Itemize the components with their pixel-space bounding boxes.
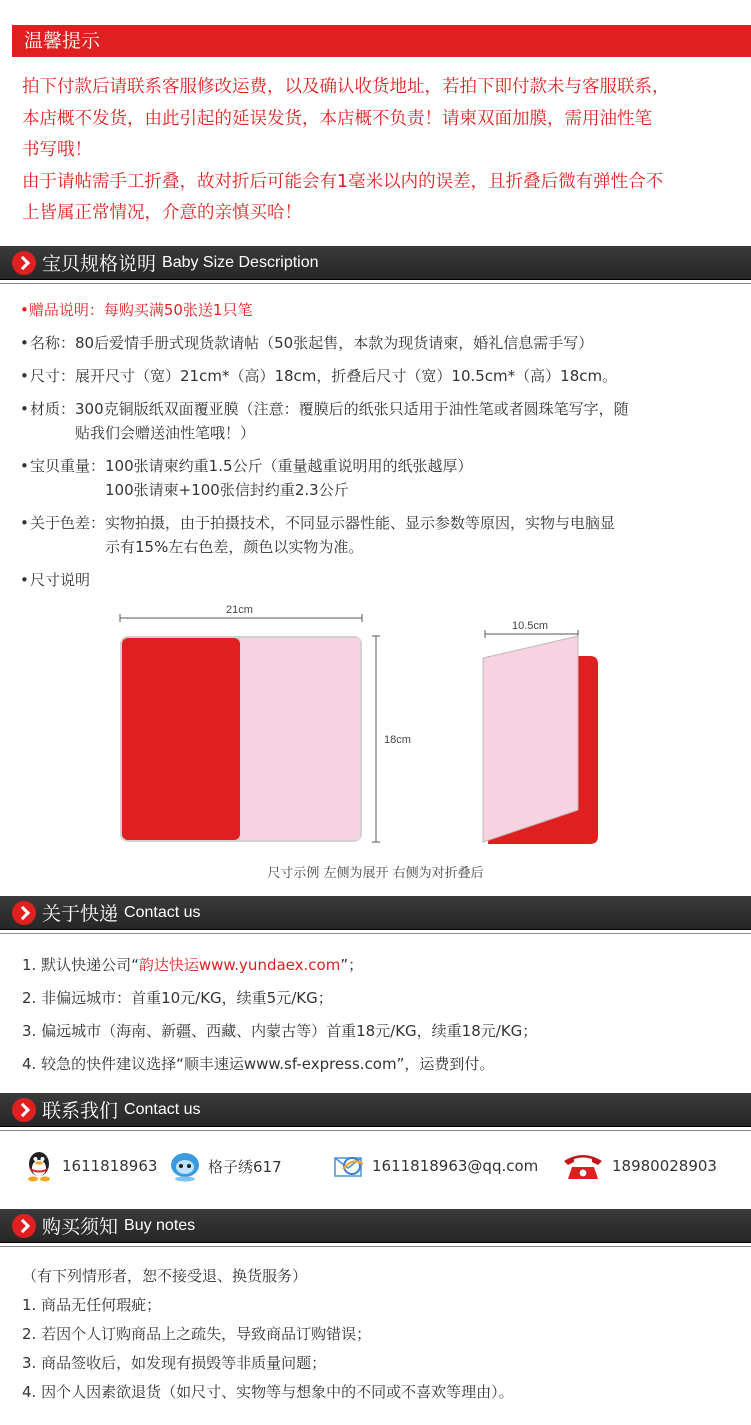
item-line: 100张请柬+100张信封约重2.3公斤	[105, 481, 349, 499]
list-item: 1. 商品无任何瑕疵；	[22, 1296, 162, 1314]
qq-number: 1611818963	[62, 1157, 158, 1175]
contact-qq[interactable]	[22, 1146, 157, 1186]
list-item	[20, 331, 740, 355]
item-line: 展开尺寸（宽）21cm*（高）18cm，折叠后尺寸（宽）10.5cm*（高）18cm。	[75, 367, 618, 385]
section-header-shipping	[0, 896, 751, 930]
item-label: 尺寸：	[30, 367, 76, 385]
notice-title: 温馨提示	[12, 25, 751, 57]
item-label: 关于色差：	[30, 514, 106, 532]
notice-line: 由于请帖需手工折叠，故对折后可能会有1毫米以内的误差，且折叠后微有弹性合不	[22, 171, 664, 192]
list-item	[20, 568, 740, 592]
chevron-right-icon	[12, 1098, 36, 1122]
list-item: 4. 较急的快件建议选择“顺丰速运www.sf-express.com”，运费到付。	[22, 1055, 495, 1073]
item-text	[105, 511, 740, 559]
bullet: •	[20, 514, 29, 532]
section-subtitle: Contact us	[124, 1100, 201, 1118]
contact-row	[0, 1146, 751, 1186]
buy-notes-list	[22, 1262, 742, 1407]
notice-text	[22, 72, 742, 230]
folded-width-label: 10.5cm	[512, 620, 549, 632]
item-label: 名称：	[30, 334, 76, 352]
bullet: •	[20, 367, 29, 385]
item-text	[75, 331, 740, 355]
section-title: 关于快递	[42, 903, 119, 925]
chevron-right-icon	[12, 901, 36, 925]
notice-line: 书写哦！	[22, 140, 92, 160]
section-subtitle: Contact us	[124, 903, 201, 921]
list-item	[20, 511, 740, 559]
item-line: 80后爱情手册式现货款请帖（50张起售，本款为现货请柬，婚礼信息需手写）	[75, 334, 594, 352]
list-item	[20, 364, 740, 388]
qq-penguin-icon	[22, 1149, 56, 1183]
item-line: 300克铜版纸双面覆亚膜（注意：覆膜后的纸张只适用于油性笔或者圆珠笔写字，随	[75, 400, 629, 418]
item-text: 1. 默认快递公司“	[22, 956, 139, 974]
notice-line: 上皆属正常情况，介意的亲慎买哈！	[22, 203, 302, 223]
notice-line: 本店概不发货，由此引起的延误发货，本店概不负责！请柬双面加膜，需用油性笔	[22, 108, 652, 129]
list-item: 3. 偏远城市（海南、新疆、西藏、内蒙古等）首重18元/KG，续重18元/KG；	[22, 1022, 538, 1040]
list-item: （有下列情形者，恕不接受退、换货服务）	[22, 1267, 308, 1285]
section-header-contact	[0, 1093, 751, 1127]
list-item: 2. 非偏远城市：首重10元/KG，续重5元/KG；	[22, 989, 333, 1007]
size-heading: 尺寸说明	[30, 571, 91, 589]
section-header-spec	[0, 246, 751, 280]
email-address: 1611818963@qq.com	[372, 1157, 539, 1175]
item-line: 实物拍摄，由于拍摄技术，不同显示器性能、显示参数等原因，实物与电脑显	[105, 514, 616, 532]
telephone-icon	[560, 1149, 606, 1183]
unfolded-card-left	[122, 638, 240, 840]
section-title: 宝贝规格说明	[42, 253, 157, 275]
spec-list	[20, 298, 740, 601]
item-text	[75, 364, 740, 388]
item-text	[105, 454, 740, 502]
item-line: 贴我们会赠送油性笔哦！）	[75, 424, 256, 442]
size-diagram-graphic	[100, 598, 620, 858]
bullet: •	[20, 334, 29, 352]
list-item: 2. 若因个人订购商品上之疏失，导致商品订购错误；	[22, 1325, 372, 1343]
item-label: 材质：	[30, 400, 76, 418]
shipping-list	[22, 949, 742, 1081]
list-item	[20, 397, 740, 445]
section-subtitle: Buy notes	[124, 1216, 196, 1234]
notice-line: 拍下付款后请联系客服修改运费，以及确认收货地址，若拍下即付款未与客服联系，	[22, 77, 670, 97]
divider	[0, 283, 751, 284]
divider	[0, 1246, 751, 1247]
section-title: 联系我们	[42, 1100, 119, 1122]
item-text: ”；	[340, 956, 364, 974]
section-subtitle: Baby Size Description	[162, 253, 319, 271]
width-label: 21cm	[226, 604, 253, 616]
divider	[0, 1130, 751, 1131]
gift-note: •赠品说明：每购买满50张送1只笔	[20, 301, 253, 319]
diagram-caption: 尺寸示例 左侧为展开 右侧为对折叠后	[267, 866, 484, 881]
contact-phone[interactable]	[560, 1146, 717, 1186]
bullet: •	[20, 571, 29, 589]
section-header-buy-notes	[0, 1209, 751, 1243]
unfolded-card-right	[240, 638, 360, 840]
divider	[0, 933, 751, 934]
item-label: 宝贝重量：	[30, 457, 106, 475]
courier-link[interactable]: 韵达快运www.yundaex.com	[138, 956, 341, 974]
size-diagram	[100, 598, 620, 883]
wangwang-name: 格子绣617	[208, 1157, 282, 1176]
list-item: 3. 商品签收后，如发现有损毁等非质量问题；	[22, 1354, 327, 1372]
phone-number: 18980028903	[612, 1157, 717, 1175]
contact-email[interactable]	[332, 1146, 538, 1186]
item-line: 示有15%左右色差，颜色以实物为准。	[105, 538, 364, 556]
item-line: 100张请柬约重1.5公斤（重量越重说明用的纸张越厚）	[105, 457, 473, 475]
chevron-right-icon	[12, 1214, 36, 1238]
section-title: 购买须知	[42, 1216, 119, 1238]
list-item	[20, 454, 740, 502]
list-item	[22, 949, 742, 982]
item-text	[75, 397, 740, 445]
bullet: •	[20, 457, 29, 475]
email-globe-icon	[332, 1149, 366, 1183]
contact-wangwang[interactable]	[168, 1146, 282, 1186]
list-item: 4. 因个人因素欲退货（如尺寸、实物等与想象中的不同或不喜欢等理由）。	[22, 1383, 514, 1401]
wangwang-chat-icon	[168, 1149, 202, 1183]
folded-card-front	[483, 636, 578, 842]
bullet: •	[20, 400, 29, 418]
chevron-right-icon	[12, 251, 36, 275]
height-label: 18cm	[384, 734, 411, 746]
